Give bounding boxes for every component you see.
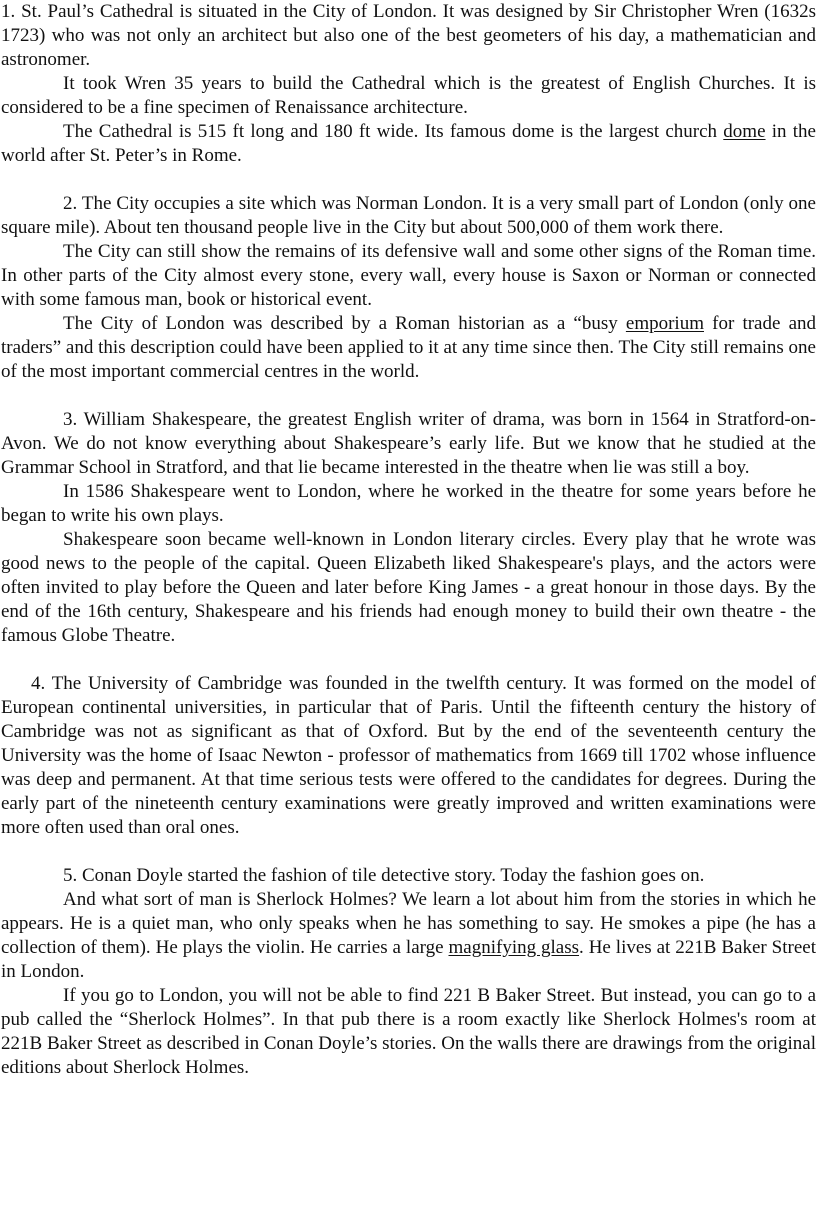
paragraph: And what sort of man is Sherlock Holmes? We learn a lot about him from the stories in which he appears. He is a quiet man, who only speaks when he has something to say. He smokes a pipe (he has a collection of them). He plays the violin. He carries a large magnifying glass. He lives at 221B Baker Street in London.	[1, 889, 816, 982]
section-number: 4.	[31, 673, 46, 694]
paragraph: The City of London was described by a Roman historian as a “busy emporium for trade and traders” and this description could have been applied to it at any time since then. The City still remains one of the most important commercial centres in the world.	[1, 313, 816, 382]
paragraph: The City can still show the remains of its defensive wall and some other signs of the Roman time. In other parts of the City almost every stone, every wall, every house is Saxon or Norman or connected with some famous man, book or historical event.	[1, 241, 816, 310]
section-5	[1, 864, 816, 1080]
paragraph: If you go to London, you will not be able to find 221 B Baker Street. But instead, you can go to a pub called the “Sherlock Holmes”. In that pub there is a room exactly like Sherlock Holmes's room at 221B Baker Street as described in Conan Doyle’s stories. On the walls there are drawings from the original editions about Sherlock Holmes.	[1, 985, 816, 1078]
underlined-term: emporium	[625, 313, 704, 334]
section-number: 3.	[63, 409, 78, 430]
section-2	[1, 192, 816, 384]
paragraph: 5. Conan Doyle started the fashion of tile detective story. Today the fashion goes on.	[63, 865, 705, 886]
paragraph: The Cathedral is 515 ft long and 180 ft wide. Its famous dome is the largest church dome in the world after St. Peter’s in Rome.	[1, 121, 816, 166]
underlined-term: magnifying glass	[448, 937, 580, 958]
paragraph: 2. The City occupies a site which was Norman London. It is a very small part of London (only one square mile). About ten thousand people live in the City but about 500,000 of them work there.	[1, 193, 816, 238]
section-number: 1.	[1, 1, 16, 22]
section-3	[1, 408, 816, 648]
section-4	[1, 672, 816, 840]
paragraph: Shakespeare soon became well-known in London literary circles. Every play that he wrote was good news to the people of the capital. Queen Elizabeth liked Shakespeare's plays, and the actors were often invited to play before the Queen and later before King James - a great honour in those days. By the end of the 16th century, Shakespeare and his friends had enough money to build their own theatre - the famous Globe Theatre.	[1, 529, 816, 646]
paragraph: It took Wren 35 years to build the Cathedral which is the greatest of English Churches. It is considered to be a fine specimen of Renaissance architecture.	[1, 73, 816, 118]
underlined-term: dome	[723, 121, 766, 142]
paragraph: 1. St. Paul’s Cathedral is situated in the City of London. It was designed by Sir Christopher Wren (1632s 1723) who was not only an architect but also one of the best geometers of his day, a mathematician and astronomer.	[1, 1, 816, 70]
section-1	[1, 0, 816, 168]
section-number: 5.	[63, 865, 78, 886]
paragraph: 4. The University of Cambridge was founded in the twelfth century. It was formed on the model of European continental universities, in particular that of Paris. Until the fifteenth century the history of Cambridge was not as significant as that of Oxford. But by the end of the seventeenth century the University was the home of Isaac Newton - professor of mathematics from 1669 till 1702 whose influence was deep and permanent. At that time serious tests were offered to the candidates for degrees. During the early part of the nineteenth century examinations were greatly improved and written examinations were more often used than oral ones.	[1, 673, 816, 838]
paragraph: In 1586 Shakespeare went to London, where he worked in the theatre for some years before he began to write his own plays.	[1, 481, 816, 526]
section-number: 2.	[63, 193, 78, 214]
paragraph: 3. William Shakespeare, the greatest English writer of drama, was born in 1564 in Stratford-on-Avon. We do not know everything about Shakespeare’s early life. But we know that he studied at the Grammar School in Stratford, and that lie became interested in the theatre when lie was still a boy.	[1, 409, 816, 478]
